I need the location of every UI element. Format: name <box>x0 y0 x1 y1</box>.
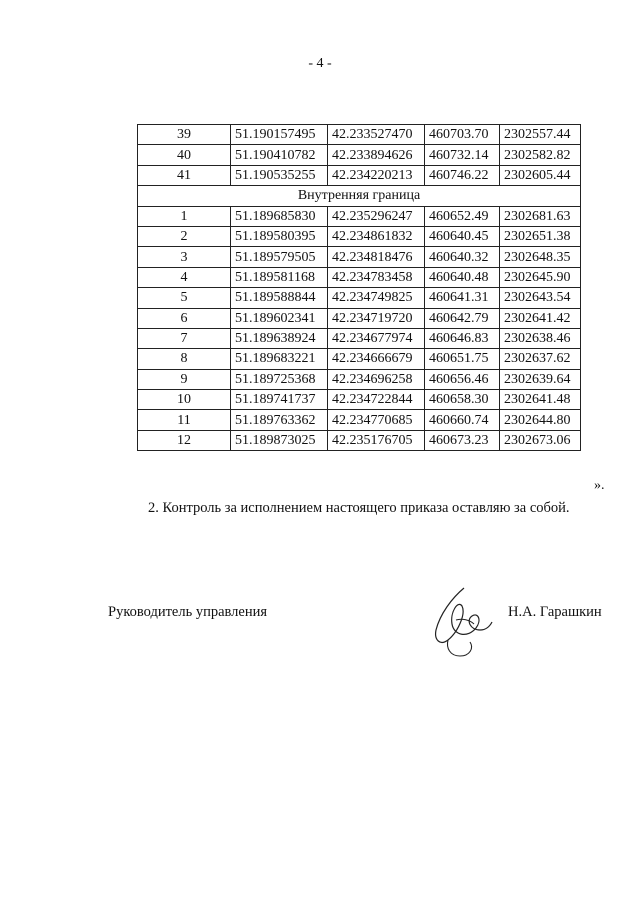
y-coordinate-cell: 2302639.64 <box>500 369 581 389</box>
table-row <box>138 308 581 328</box>
latitude-cell: 51.190157495 <box>231 125 328 145</box>
point-number-cell: 3 <box>138 247 231 267</box>
longitude-cell: 42.235296247 <box>328 206 425 226</box>
latitude-cell: 51.189741737 <box>231 390 328 410</box>
y-coordinate-cell: 2302644.80 <box>500 410 581 430</box>
longitude-cell: 42.234220213 <box>328 165 425 185</box>
section-row <box>138 186 581 206</box>
table-row <box>138 206 581 226</box>
latitude-cell: 51.189588844 <box>231 288 328 308</box>
y-coordinate-cell: 2302648.35 <box>500 247 581 267</box>
point-number-cell: 39 <box>138 125 231 145</box>
latitude-cell: 51.190535255 <box>231 165 328 185</box>
x-coordinate-cell: 460746.22 <box>425 165 500 185</box>
longitude-cell: 42.233894626 <box>328 145 425 165</box>
point-number-cell: 7 <box>138 328 231 348</box>
clause-text: 2. Контроль за исполнением настоящего приказа оставляю за собой. <box>148 500 570 516</box>
table-row <box>138 369 581 389</box>
longitude-cell: 42.234677974 <box>328 328 425 348</box>
latitude-cell: 51.189580395 <box>231 226 328 246</box>
section-label: Внутренняя граница <box>138 186 581 206</box>
y-coordinate-cell: 2302673.06 <box>500 430 581 450</box>
point-number-cell: 11 <box>138 410 231 430</box>
x-coordinate-cell: 460656.46 <box>425 369 500 389</box>
page-number: - 4 - <box>308 56 332 71</box>
point-number-cell: 2 <box>138 226 231 246</box>
point-number-cell: 8 <box>138 349 231 369</box>
x-coordinate-cell: 460660.74 <box>425 410 500 430</box>
signature-icon <box>426 584 498 660</box>
longitude-cell: 42.234696258 <box>328 369 425 389</box>
signer-name: Н.А. Гарашкин <box>508 604 602 620</box>
table-row <box>138 247 581 267</box>
table-row <box>138 125 581 145</box>
point-number-cell: 12 <box>138 430 231 450</box>
longitude-cell: 42.234749825 <box>328 288 425 308</box>
latitude-cell: 51.189725368 <box>231 369 328 389</box>
latitude-cell: 51.189638924 <box>231 328 328 348</box>
point-number-cell: 41 <box>138 165 231 185</box>
longitude-cell: 42.234783458 <box>328 267 425 287</box>
x-coordinate-cell: 460640.32 <box>425 247 500 267</box>
longitude-cell: 42.234666679 <box>328 349 425 369</box>
table-row <box>138 288 581 308</box>
coordinates-table <box>137 124 581 451</box>
point-number-cell: 6 <box>138 308 231 328</box>
table-row <box>138 430 581 450</box>
y-coordinate-cell: 2302681.63 <box>500 206 581 226</box>
point-number-cell: 1 <box>138 206 231 226</box>
table-row <box>138 328 581 348</box>
latitude-cell: 51.189683221 <box>231 349 328 369</box>
table-row <box>138 145 581 165</box>
y-coordinate-cell: 2302557.44 <box>500 125 581 145</box>
x-coordinate-cell: 460703.70 <box>425 125 500 145</box>
longitude-cell: 42.234818476 <box>328 247 425 267</box>
x-coordinate-cell: 460652.49 <box>425 206 500 226</box>
x-coordinate-cell: 460640.48 <box>425 267 500 287</box>
point-number-cell: 9 <box>138 369 231 389</box>
point-number-cell: 10 <box>138 390 231 410</box>
longitude-cell: 42.234770685 <box>328 410 425 430</box>
y-coordinate-cell: 2302605.44 <box>500 165 581 185</box>
x-coordinate-cell: 460732.14 <box>425 145 500 165</box>
table-row <box>138 165 581 185</box>
x-coordinate-cell: 460673.23 <box>425 430 500 450</box>
point-number-cell: 40 <box>138 145 231 165</box>
longitude-cell: 42.235176705 <box>328 430 425 450</box>
point-number-cell: 5 <box>138 288 231 308</box>
y-coordinate-cell: 2302582.82 <box>500 145 581 165</box>
table-row <box>138 349 581 369</box>
signer-title: Руководитель управления <box>108 604 268 620</box>
table-row <box>138 226 581 246</box>
table-row <box>138 267 581 287</box>
y-coordinate-cell: 2302651.38 <box>500 226 581 246</box>
y-coordinate-cell: 2302643.54 <box>500 288 581 308</box>
x-coordinate-cell: 460640.45 <box>425 226 500 246</box>
latitude-cell: 51.189581168 <box>231 267 328 287</box>
latitude-cell: 51.190410782 <box>231 145 328 165</box>
y-coordinate-cell: 2302641.48 <box>500 390 581 410</box>
latitude-cell: 51.189685830 <box>231 206 328 226</box>
latitude-cell: 51.189763362 <box>231 410 328 430</box>
longitude-cell: 42.233527470 <box>328 125 425 145</box>
x-coordinate-cell: 460642.79 <box>425 308 500 328</box>
latitude-cell: 51.189602341 <box>231 308 328 328</box>
longitude-cell: 42.234722844 <box>328 390 425 410</box>
table-row <box>138 410 581 430</box>
y-coordinate-cell: 2302645.90 <box>500 267 581 287</box>
x-coordinate-cell: 460658.30 <box>425 390 500 410</box>
latitude-cell: 51.189873025 <box>231 430 328 450</box>
closing-quote: ». <box>594 478 605 493</box>
longitude-cell: 42.234719720 <box>328 308 425 328</box>
y-coordinate-cell: 2302638.46 <box>500 328 581 348</box>
table-row <box>138 390 581 410</box>
y-coordinate-cell: 2302641.42 <box>500 308 581 328</box>
longitude-cell: 42.234861832 <box>328 226 425 246</box>
latitude-cell: 51.189579505 <box>231 247 328 267</box>
x-coordinate-cell: 460641.31 <box>425 288 500 308</box>
point-number-cell: 4 <box>138 267 231 287</box>
x-coordinate-cell: 460651.75 <box>425 349 500 369</box>
x-coordinate-cell: 460646.83 <box>425 328 500 348</box>
y-coordinate-cell: 2302637.62 <box>500 349 581 369</box>
